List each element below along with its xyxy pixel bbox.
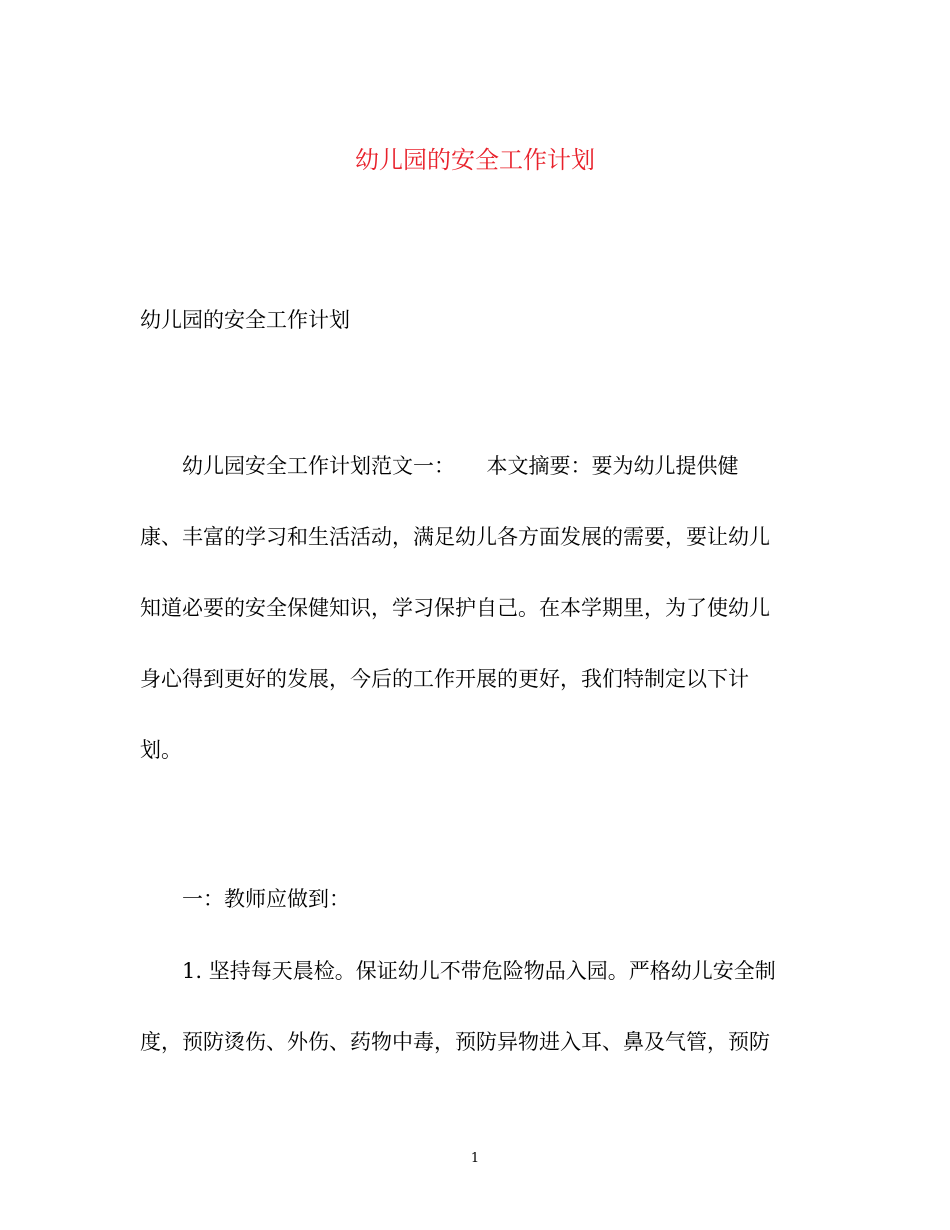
section-heading: 一：教师应做到： [182, 887, 350, 911]
paragraph-line: 划。 [140, 738, 182, 762]
page-number: 1 [470, 1151, 480, 1166]
paragraph-line: 知道必要的安全保健知识，学习保护自己。在本学期里，为了使幼儿 [140, 596, 770, 620]
paragraph-line: 身心得到更好的发展，今后的工作开展的更好，我们特制定以下计 [140, 667, 749, 691]
paragraph-line: 1. 坚持每天晨检。保证幼儿不带危险物品入园。严格幼儿安全制 [182, 959, 776, 983]
paragraph-line: 康、丰富的学习和生活活动，满足幼儿各方面发展的需要，要让幼儿 [140, 525, 770, 549]
document-subtitle: 幼儿园的安全工作计划 [140, 308, 350, 332]
document-title: 幼儿园的安全工作计划 [355, 146, 595, 174]
paragraph-line: 幼儿园安全工作计划范文一： 本文摘要：要为幼儿提供健 [182, 454, 739, 478]
paragraph-line: 度，预防烫伤、外伤、药物中毒，预防异物进入耳、鼻及气管，预防 [140, 1030, 770, 1054]
